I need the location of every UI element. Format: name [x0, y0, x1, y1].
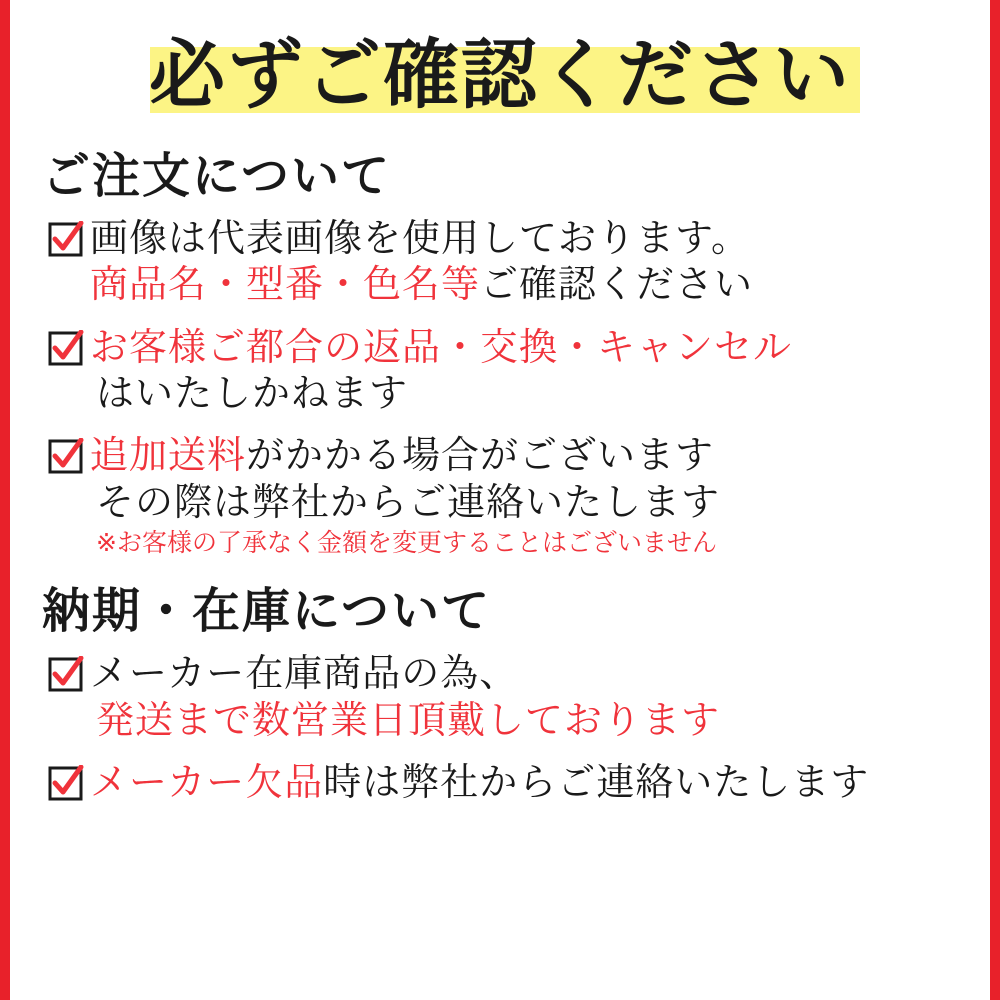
list-item-text [90, 324, 990, 417]
list-item-text [90, 432, 990, 559]
list-item [48, 324, 990, 417]
section-heading-order: ご注文について [42, 148, 392, 204]
text-line: お客様ご都合の返品・交換・キャンセル [90, 324, 793, 369]
list-item [48, 759, 990, 805]
text-plain: 時は弊社からご連絡いたします [323, 759, 870, 804]
text-line: はいたしかねます [96, 370, 409, 415]
page-title-area [10, 0, 990, 150]
text-line: その際は弊社からご連絡いたします [96, 479, 721, 524]
page-title: 必ずご確認ください [149, 30, 851, 119]
text-plain: がかかる場合がございます [246, 433, 715, 478]
list-item [48, 650, 990, 743]
notice-content [10, 0, 990, 1000]
checkmark-icon [48, 330, 84, 366]
footnote: ※お客様の了承なく金額を変更することはございません [96, 527, 717, 557]
text-line [90, 261, 990, 307]
checkmark-icon [48, 438, 84, 474]
text-line: 発送まで数営業日頂戴しております [96, 697, 721, 742]
checkmark-icon [48, 765, 84, 801]
list-item [48, 432, 990, 559]
text-line [90, 432, 990, 478]
section-heading-delivery: 納期・在庫について [42, 583, 492, 640]
left-red-bar [0, 0, 10, 1000]
list-item-text [90, 215, 990, 308]
text-line: メーカー在庫商品の為、 [90, 651, 519, 696]
text-plain: ご確認ください [480, 262, 754, 307]
text-line [90, 759, 990, 805]
list-item [48, 215, 990, 308]
checkmark-icon [48, 656, 84, 692]
text-emphasis: 商品名・型番・色名等 [90, 262, 481, 307]
text-emphasis: メーカー欠品 [90, 759, 324, 804]
text-emphasis: 追加送料 [90, 433, 247, 478]
checkmark-icon [48, 221, 84, 257]
right-red-bar [990, 0, 1000, 1000]
text-line: 画像は代表画像を使用しております。 [90, 215, 750, 260]
list-item-text [90, 759, 990, 805]
list-item-text [90, 650, 990, 743]
